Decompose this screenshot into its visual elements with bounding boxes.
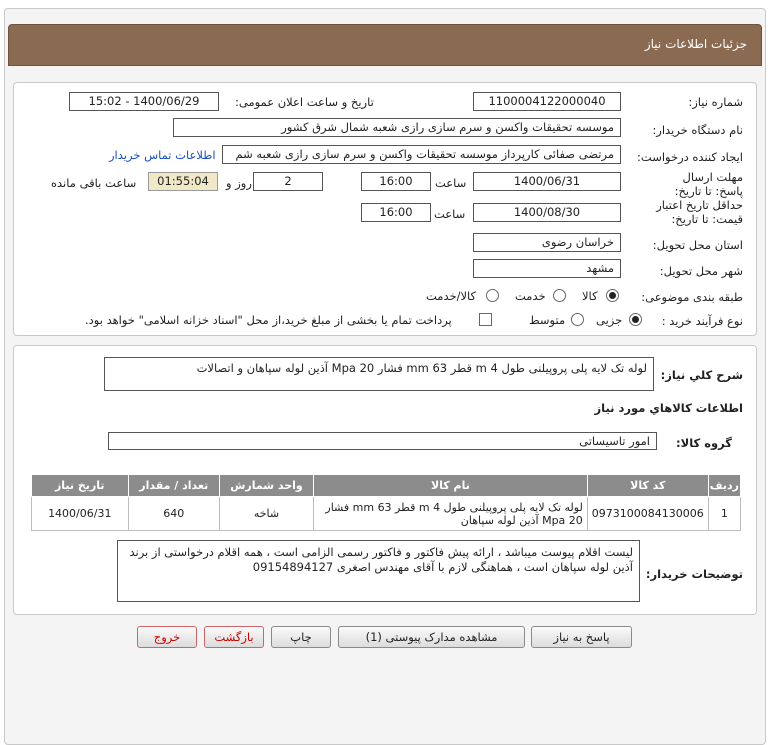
days-field: 2 [253, 172, 323, 191]
page-title: جزئیات اطلاعات نیاز [644, 37, 747, 51]
back-button[interactable]: بازگشت [204, 626, 264, 648]
announce-label: تاریخ و ساعت اعلان عمومی: [235, 95, 374, 109]
buyer-field: موسسه تحقیقات واکسن و سرم سازی رازی شعبه شمال شرق کشور [173, 118, 621, 137]
category-radio-both[interactable] [486, 289, 499, 302]
cell-name: لوله تک لایه پلی پروپیلنی طول 4 m قطر 63 mm فشار 20 Mpa آذین لوله سپاهان [314, 497, 588, 531]
city-label: شهر محل تحویل: [659, 264, 743, 278]
buyer-notes-field: لیست اقلام پیوست میباشد ، ارائه پیش فاکتور و فاکتور رسمی الزامی است ، همه اقلام درخواستی از برند آذین لوله سپاهان است ، هماهنگی لازم با آقای مهندس اصغری 09154894127 [117, 540, 640, 602]
col-header-date: تاریخ نیاز [32, 475, 129, 497]
validity-label: حداقل تاریخ اعتبار قیمت: تا تاریخ: [656, 198, 743, 226]
deadline-time-label: ساعت [435, 176, 467, 190]
category-option-goods: کالا [582, 289, 598, 303]
print-button[interactable]: چاپ [271, 626, 331, 648]
buyer-notes-label: توضیحات خریدار: [645, 567, 743, 581]
need-number-label: شماره نیاز: [688, 95, 743, 109]
province-label: استان محل تحویل: [652, 238, 743, 252]
col-header-unit: واحد شمارش [219, 475, 313, 497]
goods-table-header [32, 475, 741, 497]
deadline-label: مهلت ارسال پاسخ: تا تاریخ: [674, 170, 743, 198]
col-header-name: نام کالا [314, 475, 588, 497]
view-attachments-button[interactable]: مشاهده مدارک پیوستی (1) [338, 626, 525, 648]
process-option-minor: جزیی [596, 313, 623, 327]
page-header [8, 24, 762, 66]
reply-button[interactable]: پاسخ به نیاز [531, 626, 632, 648]
cell-quantity: 640 [128, 497, 219, 531]
validity-time-field: 16:00 [361, 203, 431, 222]
remaining-time-field: 01:55:04 [148, 172, 218, 191]
goods-table [31, 474, 741, 531]
buyer-label: نام دستگاه خریدار: [652, 123, 743, 137]
category-option-both: کالا/خدمت [426, 289, 477, 303]
category-radio-goods[interactable] [606, 289, 619, 302]
validity-time-label: ساعت [434, 207, 466, 221]
category-label: طبقه بندی موضوعی: [641, 290, 743, 304]
contact-buyer-link[interactable]: اطلاعات تماس خریدار [109, 148, 216, 162]
goods-group-field: امور تاسیساتی [108, 432, 657, 450]
exit-button[interactable]: خروج [137, 626, 197, 648]
process-label: نوع فرآیند خرید : [661, 314, 743, 328]
summary-field: لوله تک لایه پلی پروپیلنی طول 4 m قطر 63 mm فشار 20 Mpa آذین لوله سپاهان و اتصالات [104, 357, 654, 391]
deadline-time-field: 16:00 [361, 172, 431, 191]
treasury-checkbox[interactable] [479, 313, 492, 326]
goods-info-title: اطلاعات کالاهاي مورد نياز [594, 401, 743, 415]
category-option-service: خدمت [515, 289, 546, 303]
table-row [32, 497, 741, 531]
goods-group-label: گروه کالا: [676, 436, 732, 450]
summary-label: شرح کلي نياز: [660, 368, 743, 382]
process-radio-minor[interactable] [629, 313, 642, 326]
creator-field: مرتضی صفائی کارپرداز موسسه تحقیقات واکسن و سرم سازی رازی شعبه شم [222, 145, 621, 164]
treasury-note: پرداخت تمام یا بخشی از مبلغ خرید،از محل "اسناد خزانه اسلامی" خواهد بود. [85, 313, 452, 327]
col-header-code: کد کالا [587, 475, 708, 497]
col-header-quantity: تعداد / مقدار [128, 475, 219, 497]
deadline-date-field: 1400/06/31 [473, 172, 621, 191]
announce-field: 1400/06/29 - 15:02 [69, 92, 219, 111]
cell-row: 1 [708, 497, 740, 531]
city-field: مشهد [473, 259, 621, 278]
creator-label: ایجاد کننده درخواست: [637, 150, 743, 164]
cell-code: 0973100084130006 [587, 497, 708, 531]
cell-date: 1400/06/31 [32, 497, 129, 531]
days-label: روز و [226, 176, 252, 190]
need-number-field: 1100004122000040 [473, 92, 621, 111]
process-option-medium: متوسط [529, 313, 566, 327]
category-radio-service[interactable] [553, 289, 566, 302]
validity-date-field: 1400/08/30 [473, 203, 621, 222]
col-header-row: ردیف [708, 475, 740, 497]
process-radio-medium[interactable] [571, 313, 584, 326]
cell-unit: شاخه [219, 497, 313, 531]
remaining-label: ساعت باقی مانده [51, 176, 137, 190]
province-field: خراسان رضوی [473, 233, 621, 252]
